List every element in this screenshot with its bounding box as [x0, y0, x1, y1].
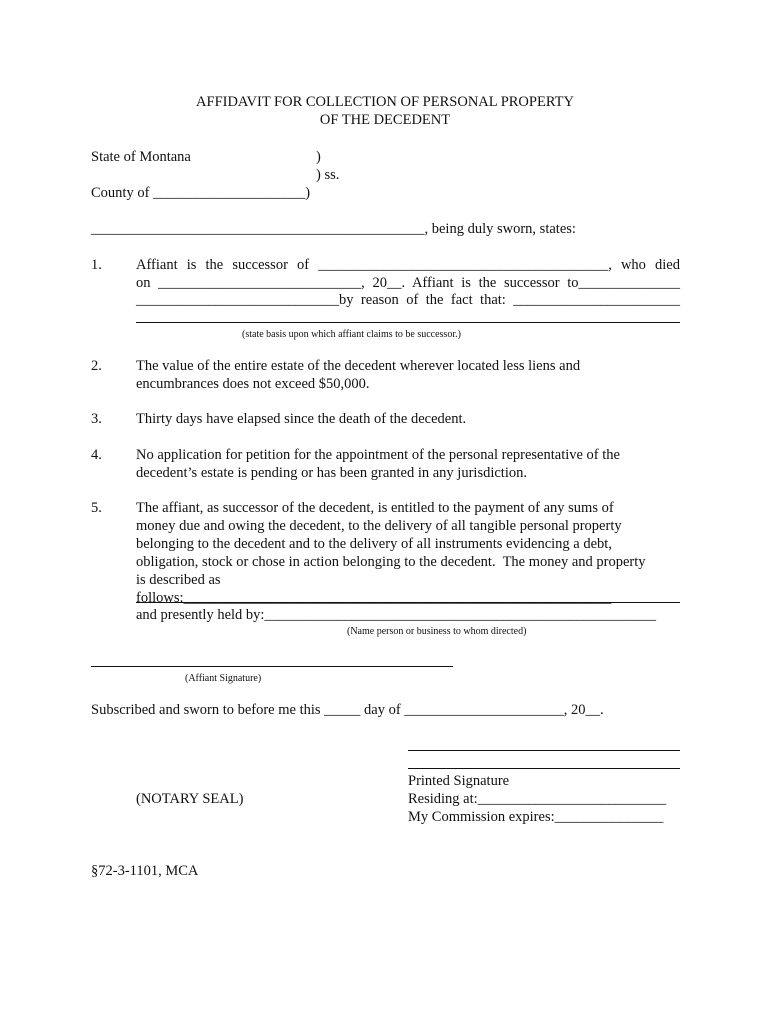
notary-signature-line[interactable]	[408, 750, 680, 751]
item-5-line-2: money due and owing the decedent, to the delivery of all tangible personal property	[136, 518, 622, 534]
commission-expires-field[interactable]: My Commission expires:_______________	[408, 809, 664, 825]
item-5-line-3: belonging to the decedent and to the delivery of all instruments evidencing a debt,	[136, 536, 612, 552]
document-title-line1: AFFIDAVIT FOR COLLECTION OF PERSONAL PROPERTY	[196, 94, 574, 110]
item-1-line-2[interactable]: on ____________________________, 20__. Affiant is the successor to______________	[136, 275, 680, 291]
statute-citation: §72-3-1101, MCA	[91, 863, 199, 879]
item-5-number: 5.	[91, 500, 102, 516]
item-4-line-2: decedent’s estate is pending or has been granted in any jurisdiction.	[136, 465, 527, 481]
venue-paren-ss: ) ss.	[316, 167, 340, 183]
item-3-line-1: Thirty days have elapsed since the death of the decedent.	[136, 411, 467, 427]
affiant-signature-line[interactable]	[91, 666, 453, 667]
printed-signature-label: Printed Signature	[408, 773, 510, 789]
item-5-described-field[interactable]: is described as follows:___________________________________________________________	[136, 572, 612, 606]
notary-printed-name-line[interactable]	[408, 768, 680, 769]
venue-county-field[interactable]: County of _____________________)	[91, 185, 311, 201]
item-5-line-4: obligation, stock or chose in action belonging to the decedent. The money and property	[136, 554, 646, 570]
item-1-basis-rule[interactable]	[136, 322, 680, 323]
item-2-number: 2.	[91, 358, 102, 374]
item-2-line-1: The value of the entire estate of the decedent wherever located less liens and	[136, 358, 581, 374]
item-1-line-1[interactable]: Affiant is the successor of ________________________________________, who died	[136, 257, 680, 273]
item-3-number: 3.	[91, 411, 102, 427]
item-5-held-by-field[interactable]: and presently held by:______________________________________________________	[136, 607, 656, 623]
item-5-line-1: The affiant, as successor of the decedent, is entitled to the payment of any sums of	[136, 500, 614, 516]
venue-state: State of Montana	[91, 149, 191, 165]
item-1-number: 1.	[91, 257, 102, 273]
item-4-number: 4.	[91, 447, 102, 463]
item-1-caption: (state basis upon which affiant claims to be successor.)	[242, 329, 461, 340]
affiant-signature-caption: (Affiant Signature)	[185, 673, 262, 684]
item-5-caption: (Name person or business to whom directed)	[347, 626, 527, 637]
residing-at-field[interactable]: Residing at:__________________________	[408, 791, 667, 807]
document-title-line2: OF THE DECEDENT	[319, 112, 451, 128]
venue-paren-1: )	[316, 149, 321, 165]
item-5-description-rule[interactable]	[136, 602, 680, 603]
affiant-name-field[interactable]: ______________________________________________, being duly sworn, states:	[91, 221, 576, 237]
item-4-line-1: No application for petition for the appointment of the personal representative of the	[136, 447, 620, 463]
subscribed-sworn-field[interactable]: Subscribed and sworn to before me this _____ day of ______________________, 20__.	[91, 702, 604, 718]
item-2-line-2: encumbrances does not exceed $50,000.	[136, 376, 370, 392]
notary-seal-label: (NOTARY SEAL)	[136, 791, 244, 807]
item-1-line-3[interactable]: ____________________________by reason of the fact that: _______________________	[136, 292, 680, 308]
